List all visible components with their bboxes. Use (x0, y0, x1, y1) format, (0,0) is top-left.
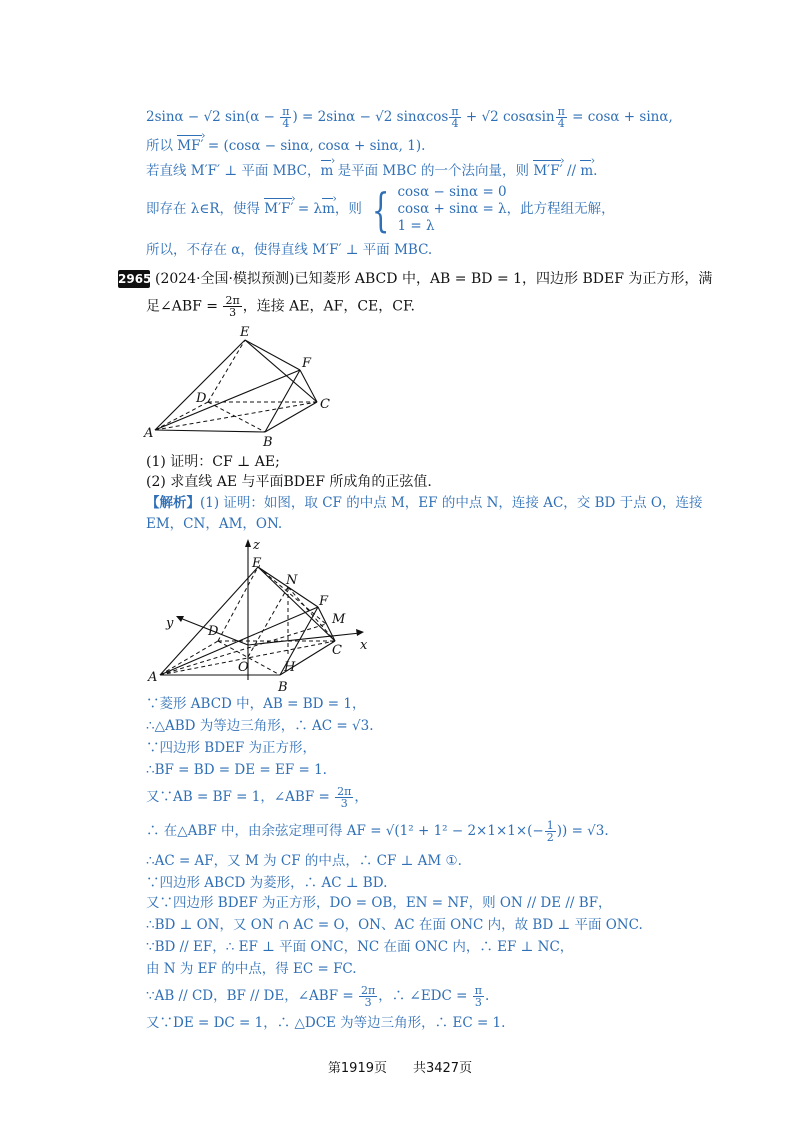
label-d: D (196, 391, 207, 406)
prev-line-2: 所以 MF′ › = (cosα − sinα, cosα + sinα, 1). (146, 136, 425, 156)
edge-bf (265, 370, 300, 432)
question-1: (1) 证明：CF ⊥ AE; (146, 454, 280, 470)
label-f: F (319, 594, 329, 609)
prev-line-1: 2sinα − √2 sin(α − $\frac{\pi}{4}$ ) = 2sinα − √2 sinαcos $\frac{\pi}{4}$ + √2 cosαsin $\frac{\pi}{4}$ = cosα + sinα, (146, 105, 673, 130)
edge-fc (300, 370, 317, 402)
label-o: O (238, 660, 249, 675)
solution-step-9: 又∵四边形 BDEF 为正方形，DO = OB，EN = NF，则 ON // DE // BF， (146, 895, 612, 911)
solution-step-2: ∴△ABD 为等边三角形，∴ AC = √3. (146, 718, 374, 734)
solution-step-10: ∴BD ⊥ ON，又 ON ∩ AC = O，ON、AC 在面 ONC 内，故 BD ⊥ 平面 ONC. (146, 917, 643, 933)
label-f: F (302, 356, 312, 371)
solution-step-12: 由 N 为 EF 的中点，得 EC = FC. (146, 961, 357, 977)
label-b: B (278, 680, 288, 695)
edge-db (218, 641, 280, 675)
equation-system: cosα − sinα = 0 cosα + sinα = λ 1 = λ (397, 184, 507, 234)
solution-step-1: ∵菱形 ABCD 中，AB = BD = 1， (146, 696, 366, 712)
edge-db (208, 402, 265, 432)
label-y: y (166, 616, 174, 631)
edge-ec (245, 340, 317, 402)
label-c: C (332, 643, 342, 658)
edge-ab (155, 430, 265, 432)
solution-step-3: ∵四边形 BDEF 为正方形， (146, 740, 317, 756)
label-h: H (284, 660, 296, 675)
edge-ef (245, 340, 300, 370)
x-axis (248, 633, 360, 645)
solution-step-4: ∴BF = BD = DE = EF = 1. (146, 762, 327, 778)
label-n: N (286, 573, 298, 588)
label-d: D (208, 624, 219, 639)
label-m: M (332, 612, 346, 627)
prev-line-4: 即存在 λ∈R，使得 M′F′ › = λm ›，则 { cosα − sinα = 0 cosα + sinα = λ 1 = λ ，此方程组无解， (146, 184, 615, 235)
solution-step-7: ∴AC = AF，又 M 为 CF 的中点，∴ CF ⊥ AM ①. (146, 853, 462, 869)
problem-number-badge: 2965 (118, 272, 152, 286)
label-b: B (263, 435, 273, 450)
figure-2-coordinate-pyramid (140, 535, 380, 695)
z-axis-arrow (245, 539, 251, 547)
x-axis-arrow (356, 629, 364, 636)
solution-step-14: 又∵DE = DC = 1，∴ △DCE 为等边三角形，∴ EC = 1. (146, 1015, 506, 1031)
question-2: (2) 求直线 AE 与平面BDEF 所成角的正弦值. (146, 474, 432, 490)
solution-head: 【解析】 (146, 495, 200, 511)
solution-step-13: ∵AB // CD，BF // DE，∠ABF = $\frac{2\pi}{3}$ ，∴ ∠EDC = $\frac{\pi}{3}$ . (146, 984, 490, 1009)
label-e: E (252, 556, 262, 571)
prev-line-3: 若直线 M′F′ ⊥ 平面 MBC，m › 是平面 MBC 的一个法向量，则 M′F′ › // m ›. (146, 161, 597, 181)
label-e: E (240, 325, 250, 340)
prev-line-5: 所以，不存在 α，使得直线 M′F′ ⊥ 平面 MBC. (146, 242, 433, 258)
edge-ad (155, 402, 208, 430)
edge-af (155, 370, 300, 430)
label-z: z (253, 538, 260, 553)
solution-step-11: ∵BD // EF，∴ EF ⊥ 平面 ONC，NC 在面 ONC 内，∴ EF ⊥ NC， (146, 939, 574, 955)
label-c: C (320, 397, 330, 412)
page-footer: 第1919页 共3427页 (327, 1061, 473, 1076)
solution-line-1: 【解析】(1) 证明：如图，取 CF 的中点 M，EF 的中点 N，连接 AC，交 BD 于点 O，连接 (146, 495, 703, 511)
solution-step-8: ∵四边形 ABCD 为菱形，∴ AC ⊥ BD. (146, 875, 388, 891)
solution-step-5: 又∵AB = BF = 1，∠ABF = $\frac{2\pi}{3}$ ， (146, 785, 368, 810)
label-a: A (148, 670, 158, 685)
edge-bc (265, 402, 317, 432)
label-x: x (360, 638, 368, 653)
figure-1-pyramid (130, 320, 340, 450)
solution-line-2: EM，CN，AM，ON. (146, 516, 283, 532)
label-a: A (144, 426, 154, 441)
edge-ad (160, 641, 218, 675)
system-brace: { (372, 182, 390, 237)
problem-stem-1: (2024·全国·模拟预测)已知菱形 ABCD 中，AB = BD = 1，四边形 BDEF 为正方形，满 (155, 271, 713, 287)
solution-step-6: ∴ 在△ABF 中，由余弦定理可得 AF = √(1² + 1² − 2×1×1×(− $\frac{1}{2}$ )) = √3. (146, 819, 609, 844)
problem-stem-2: 足∠ABF = $\frac{2\pi}{3}$ ，连接 AE，AF，CE，CF. (146, 294, 415, 319)
